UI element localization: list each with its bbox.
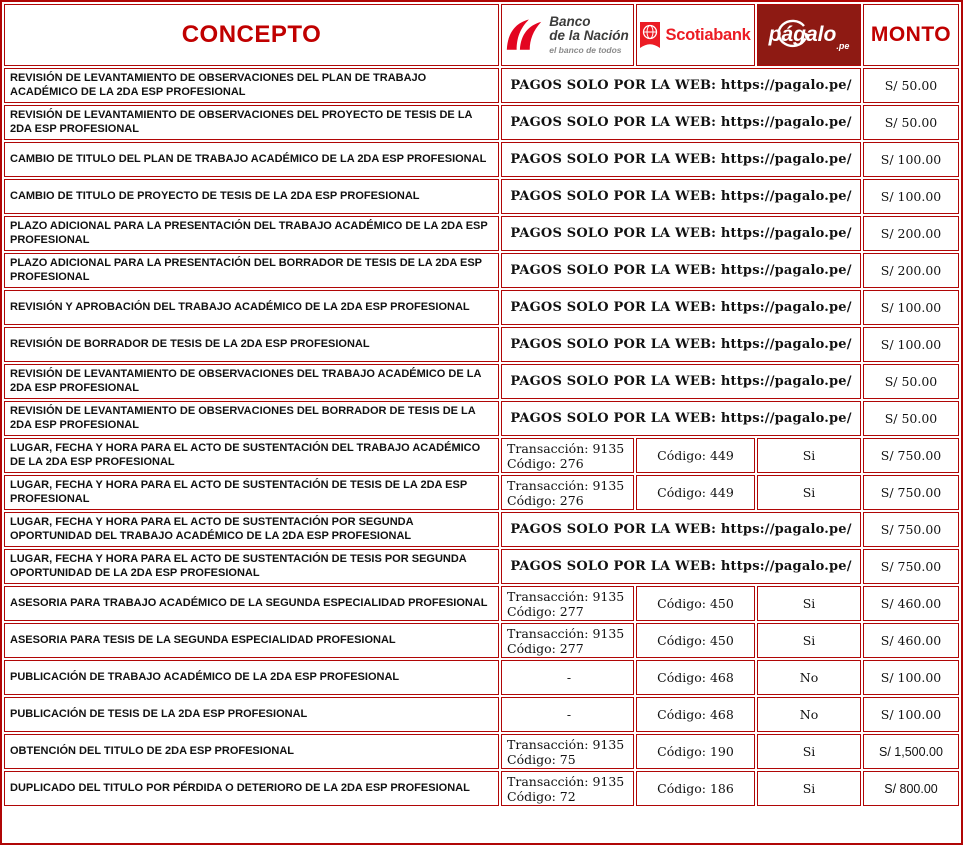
monto-cell: S/ 750.00 <box>863 512 959 547</box>
banco-nacion-code-line: Código: 276 <box>507 492 584 508</box>
web-payment-cell: PAGOS SOLO POR LA WEB: https://pagalo.pe/ <box>501 364 861 399</box>
monto-cell: S/ 100.00 <box>863 660 959 695</box>
concepto-header-cell <box>4 4 499 66</box>
scotiabank-wordmark: Scotiabank <box>665 25 751 44</box>
monto-header-cell <box>863 4 959 66</box>
table-row <box>4 216 959 251</box>
concept-cell: CAMBIO DE TITULO DEL PLAN DE TRABAJO ACADÉMICO DE LA 2DA ESP PROFESIONAL <box>4 142 499 177</box>
concept-cell: LUGAR, FECHA Y HORA PARA EL ACTO DE SUSTENTACIÓN POR SEGUNDA OPORTUNIDAD DEL TRABAJO ACADÉMICO DE LA 2DA ESP PROFESIONAL <box>4 512 499 547</box>
monto-cell: S/ 50.00 <box>863 401 959 436</box>
concept-cell: LUGAR, FECHA Y HORA PARA EL ACTO DE SUSTENTACIÓN DE TESIS DE LA 2DA ESP PROFESIONAL <box>4 475 499 510</box>
scotiabank-code-cell: Código: 468 <box>636 660 755 695</box>
banco-nacion-name <box>549 15 629 43</box>
scotiabank-code-cell: Código: 186 <box>636 771 755 806</box>
pagalo-availability-cell: Si <box>757 475 861 510</box>
monto-cell: S/ 750.00 <box>863 475 959 510</box>
banco-nacion-header-cell <box>501 4 634 66</box>
table-row <box>4 68 959 103</box>
scotiabank-code-cell: Código: 450 <box>636 586 755 621</box>
web-payment-cell: PAGOS SOLO POR LA WEB: https://pagalo.pe/ <box>501 142 861 177</box>
scotiabank-code-cell: Código: 449 <box>636 475 755 510</box>
header-row <box>4 4 959 66</box>
banco-nacion-bird-icon <box>506 18 542 52</box>
pagalo-availability-cell: Si <box>757 623 861 658</box>
web-payment-cell: PAGOS SOLO POR LA WEB: https://pagalo.pe/ <box>501 512 861 547</box>
scotiabank-code-cell: Código: 450 <box>636 623 755 658</box>
pagalo-availability-cell: No <box>757 697 861 732</box>
monto-cell: S/ 1,500.00 <box>863 734 959 769</box>
banco-nacion-code-cell <box>501 475 634 510</box>
monto-cell: S/ 100.00 <box>863 697 959 732</box>
concept-cell: LUGAR, FECHA Y HORA PARA EL ACTO DE SUSTENTACIÓN DEL TRABAJO ACADÉMICO DE LA 2DA ESP PROFESIONAL <box>4 438 499 473</box>
table-row <box>4 623 959 658</box>
banco-nacion-code-cell <box>501 734 634 769</box>
concept-cell: PLAZO ADICIONAL PARA LA PRESENTACIÓN DEL BORRADOR DE TESIS DE LA 2DA ESP PROFESIONAL <box>4 253 499 288</box>
pagalo-tld: .pe <box>836 41 850 51</box>
concept-cell: REVISIÓN DE LEVANTAMIENTO DE OBSERVACIONES DEL PROYECTO DE TESIS DE LA 2DA ESP PROFESIONAL <box>4 105 499 140</box>
concept-cell: CAMBIO DE TITULO DE PROYECTO DE TESIS DE LA 2DA ESP PROFESIONAL <box>4 179 499 214</box>
monto-cell: S/ 750.00 <box>863 438 959 473</box>
banco-nacion-code-line: - <box>566 707 572 722</box>
monto-cell: S/ 50.00 <box>863 68 959 103</box>
concept-cell: OBTENCIÓN DEL TITULO DE 2DA ESP PROFESIONAL <box>4 734 499 769</box>
banco-nacion-logo <box>504 15 631 55</box>
web-payment-cell: PAGOS SOLO POR LA WEB: https://pagalo.pe/ <box>501 68 861 103</box>
tariff-table-body <box>4 68 959 806</box>
concept-cell: REVISIÓN DE LEVANTAMIENTO DE OBSERVACIONES DEL PLAN DE TRABAJO ACADÉMICO DE LA 2DA ESP PROFESIONAL <box>4 68 499 103</box>
scotiabank-code-cell: Código: 190 <box>636 734 755 769</box>
table-row <box>4 253 959 288</box>
monto-cell: S/ 750.00 <box>863 549 959 584</box>
concept-cell: ASESORIA PARA TESIS DE LA SEGUNDA ESPECIALIDAD PROFESIONAL <box>4 623 499 658</box>
web-payment-cell: PAGOS SOLO POR LA WEB: https://pagalo.pe/ <box>501 290 861 325</box>
monto-cell: S/ 460.00 <box>863 586 959 621</box>
web-payment-cell: PAGOS SOLO POR LA WEB: https://pagalo.pe/ <box>501 216 861 251</box>
banco-nacion-code-line: Código: 72 <box>507 788 576 804</box>
monto-cell: S/ 50.00 <box>863 105 959 140</box>
pagalo-logo <box>758 5 860 65</box>
concept-cell: REVISIÓN DE LEVANTAMIENTO DE OBSERVACIONES DEL BORRADOR DE TESIS DE LA 2DA ESP PROFESIONAL <box>4 401 499 436</box>
banco-nacion-code-line: Transacción: 9135 <box>507 440 625 456</box>
table-row <box>4 364 959 399</box>
table-row <box>4 586 959 621</box>
banco-nacion-code-cell <box>501 697 634 732</box>
web-payment-cell: PAGOS SOLO POR LA WEB: https://pagalo.pe/ <box>501 253 861 288</box>
table-row <box>4 179 959 214</box>
web-payment-cell: PAGOS SOLO POR LA WEB: https://pagalo.pe/ <box>501 179 861 214</box>
table-row <box>4 697 959 732</box>
table-row <box>4 142 959 177</box>
monto-cell: S/ 100.00 <box>863 327 959 362</box>
banco-nacion-name-line2: de la Nación <box>549 28 629 43</box>
web-payment-cell: PAGOS SOLO POR LA WEB: https://pagalo.pe/ <box>501 105 861 140</box>
pagalo-availability-cell: No <box>757 660 861 695</box>
tariff-table <box>2 2 961 808</box>
table-row <box>4 105 959 140</box>
table-row <box>4 438 959 473</box>
monto-cell: S/ 200.00 <box>863 216 959 251</box>
monto-cell: S/ 100.00 <box>863 179 959 214</box>
web-payment-cell: PAGOS SOLO POR LA WEB: https://pagalo.pe/ <box>501 401 861 436</box>
banco-nacion-code-line: Código: 75 <box>507 751 576 767</box>
banco-nacion-code-line: Transacción: 9135 <box>507 625 625 641</box>
banco-nacion-code-line: Código: 276 <box>507 455 584 471</box>
pagalo-availability-cell: Si <box>757 734 861 769</box>
banco-nacion-code-line: Transacción: 9135 <box>507 477 625 493</box>
monto-cell: S/ 460.00 <box>863 623 959 658</box>
scotiabank-header-cell <box>636 4 755 66</box>
table-row <box>4 512 959 547</box>
banco-nacion-code-line: Código: 277 <box>507 603 584 619</box>
banco-nacion-tagline: el banco de todos <box>549 45 622 55</box>
scotiabank-logo <box>639 22 752 48</box>
table-row <box>4 660 959 695</box>
banco-nacion-code-line: Transacción: 9135 <box>507 736 625 752</box>
concept-cell: PUBLICACIÓN DE TESIS DE LA 2DA ESP PROFESIONAL <box>4 697 499 732</box>
banco-nacion-code-line: Transacción: 9135 <box>507 588 625 604</box>
concept-cell: LUGAR, FECHA Y HORA PARA EL ACTO DE SUSTENTACIÓN DE TESIS POR SEGUNDA OPORTUNIDAD DE LA 2DA ESP PROFESIONAL <box>4 549 499 584</box>
monto-cell: S/ 800.00 <box>863 771 959 806</box>
table-row <box>4 771 959 806</box>
scotiabank-code-cell: Código: 468 <box>636 697 755 732</box>
pagalo-availability-cell: Si <box>757 771 861 806</box>
table-row <box>4 475 959 510</box>
banco-nacion-name-line1: Banco <box>549 14 591 29</box>
banco-nacion-code-cell <box>501 623 634 658</box>
monto-header-label: MONTO <box>870 23 952 46</box>
pagalo-header-cell <box>757 4 861 66</box>
monto-cell: S/ 200.00 <box>863 253 959 288</box>
pagalo-availability-cell: Si <box>757 586 861 621</box>
banco-nacion-text <box>549 15 629 55</box>
banco-nacion-code-cell <box>501 660 634 695</box>
concept-cell: REVISIÓN Y APROBACIÓN DEL TRABAJO ACADÉMICO DE LA 2DA ESP PROFESIONAL <box>4 290 499 325</box>
banco-nacion-code-cell <box>501 771 634 806</box>
concept-cell: REVISIÓN DE LEVANTAMIENTO DE OBSERVACIONES DEL TRABAJO ACADÉMICO DE LA 2DA ESP PROFESIONAL <box>4 364 499 399</box>
concept-cell: PUBLICACIÓN DE TRABAJO ACADÉMICO DE LA 2DA ESP PROFESIONAL <box>4 660 499 695</box>
concept-cell: DUPLICADO DEL TITULO POR PÉRDIDA O DETERIORO DE LA 2DA ESP PROFESIONAL <box>4 771 499 806</box>
monto-cell: S/ 100.00 <box>863 290 959 325</box>
banco-nacion-code-line: Código: 277 <box>507 640 584 656</box>
table-row <box>4 327 959 362</box>
banco-nacion-code-line: - <box>566 670 572 685</box>
concepto-header-label: CONCEPTO <box>181 21 322 48</box>
web-payment-cell: PAGOS SOLO POR LA WEB: https://pagalo.pe/ <box>501 327 861 362</box>
pagalo-wordmark: págalo <box>768 23 837 46</box>
banco-nacion-code-cell <box>501 438 634 473</box>
table-row <box>4 734 959 769</box>
table-row <box>4 549 959 584</box>
table-row <box>4 290 959 325</box>
scotiabank-globe-flag-icon <box>640 22 660 48</box>
web-payment-cell: PAGOS SOLO POR LA WEB: https://pagalo.pe/ <box>501 549 861 584</box>
banco-nacion-code-cell <box>501 586 634 621</box>
table-row <box>4 401 959 436</box>
pagalo-availability-cell: Si <box>757 438 861 473</box>
concept-cell: ASESORIA PARA TRABAJO ACADÉMICO DE LA SEGUNDA ESPECIALIDAD PROFESIONAL <box>4 586 499 621</box>
tariff-table-header <box>4 4 959 66</box>
concept-cell: PLAZO ADICIONAL PARA LA PRESENTACIÓN DEL TRABAJO ACADÉMICO DE LA 2DA ESP PROFESIONAL <box>4 216 499 251</box>
monto-cell: S/ 100.00 <box>863 142 959 177</box>
concept-cell: REVISIÓN DE BORRADOR DE TESIS DE LA 2DA ESP PROFESIONAL <box>4 327 499 362</box>
monto-cell: S/ 50.00 <box>863 364 959 399</box>
scotiabank-code-cell: Código: 449 <box>636 438 755 473</box>
banco-nacion-code-line: Transacción: 9135 <box>507 773 625 789</box>
